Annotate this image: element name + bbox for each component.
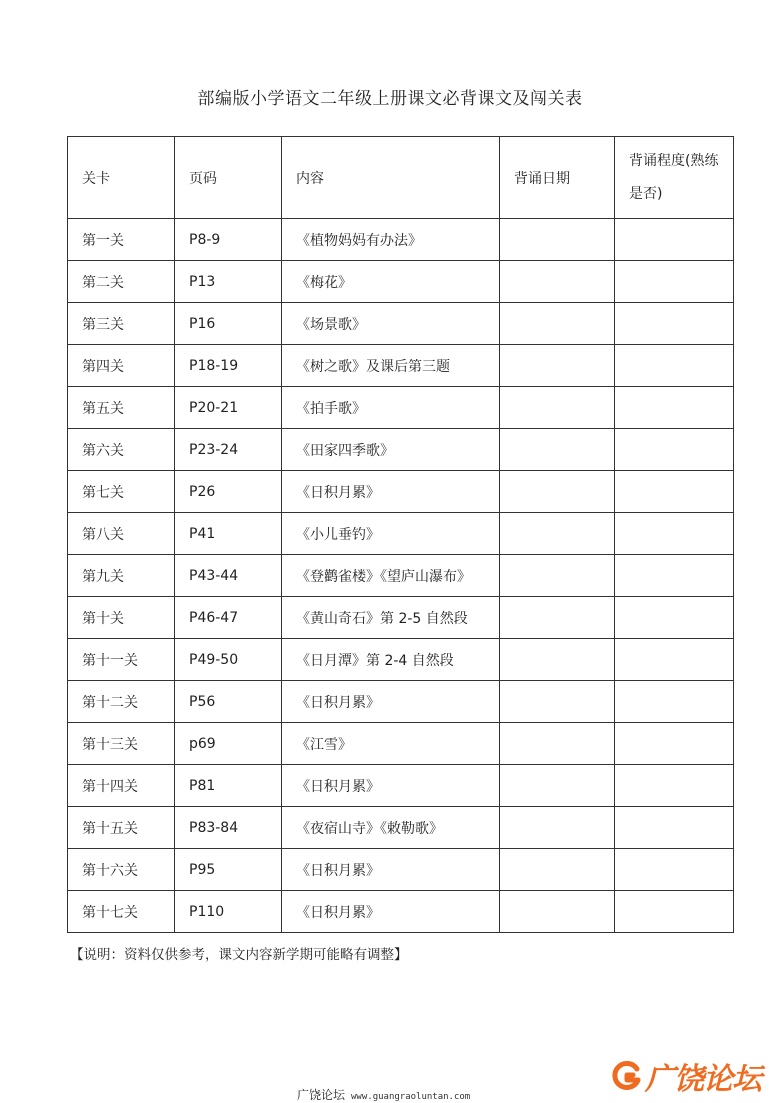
cell-level: 第五关 xyxy=(68,387,175,429)
cell-proficiency[interactable] xyxy=(615,261,734,303)
cell-level: 第八关 xyxy=(68,513,175,555)
cell-content: 《登鹳雀楼》《望庐山瀑布》 xyxy=(282,555,500,597)
cell-date[interactable] xyxy=(500,807,615,849)
cell-content: 《日月潭》第 2-4 自然段 xyxy=(282,639,500,681)
cell-page: P41 xyxy=(175,513,282,555)
table-row xyxy=(68,219,734,261)
table-row xyxy=(68,681,734,723)
cell-level: 第九关 xyxy=(68,555,175,597)
cell-date[interactable] xyxy=(500,765,615,807)
cell-level: 第十二关 xyxy=(68,681,175,723)
cell-proficiency[interactable] xyxy=(615,429,734,471)
cell-level: 第十四关 xyxy=(68,765,175,807)
cell-page: P56 xyxy=(175,681,282,723)
cell-proficiency[interactable] xyxy=(615,723,734,765)
cell-content: 《小儿垂钓》 xyxy=(282,513,500,555)
cell-proficiency[interactable] xyxy=(615,891,734,933)
note-text: 【说明：资料仅供参考，课文内容新学期可能略有调整】 xyxy=(70,947,408,963)
cell-content: 《日积月累》 xyxy=(282,891,500,933)
table-row xyxy=(68,765,734,807)
cell-date[interactable] xyxy=(500,723,615,765)
cell-date[interactable] xyxy=(500,513,615,555)
table-row xyxy=(68,429,734,471)
cell-level: 第十六关 xyxy=(68,849,175,891)
cell-page: P18-19 xyxy=(175,345,282,387)
cell-proficiency[interactable] xyxy=(615,471,734,513)
table-row xyxy=(68,555,734,597)
cell-content: 《日积月累》 xyxy=(282,681,500,723)
cell-content: 《夜宿山寺》《敕勒歌》 xyxy=(282,807,500,849)
cell-date[interactable] xyxy=(500,849,615,891)
cell-date[interactable] xyxy=(500,387,615,429)
cell-level: 第一关 xyxy=(68,219,175,261)
recitation-table xyxy=(67,136,734,933)
cell-content: 《黄山奇石》第 2-5 自然段 xyxy=(282,597,500,639)
cell-proficiency[interactable] xyxy=(615,387,734,429)
footer-url[interactable]: www.guangraoluntan.com xyxy=(351,1092,471,1102)
cell-page: P110 xyxy=(175,891,282,933)
logo-text: 广饶论坛 xyxy=(645,1062,761,1097)
table-row xyxy=(68,807,734,849)
footer xyxy=(297,1086,470,1103)
cell-content: 《日积月累》 xyxy=(282,765,500,807)
cell-level: 第四关 xyxy=(68,345,175,387)
cell-date[interactable] xyxy=(500,471,615,513)
page-title: 部编版小学语文二年级上册课文必背课文及闯关表 xyxy=(197,89,583,109)
cell-proficiency[interactable] xyxy=(615,597,734,639)
cell-level: 第二关 xyxy=(68,261,175,303)
cell-page: P20-21 xyxy=(175,387,282,429)
cell-content: 《树之歌》及课后第三题 xyxy=(282,345,500,387)
table-body xyxy=(68,219,734,933)
cell-level: 第十关 xyxy=(68,597,175,639)
cell-page: P46-47 xyxy=(175,597,282,639)
site-logo xyxy=(611,1057,761,1095)
cell-level: 第七关 xyxy=(68,471,175,513)
cell-proficiency[interactable] xyxy=(615,555,734,597)
cell-proficiency[interactable] xyxy=(615,345,734,387)
cell-proficiency[interactable] xyxy=(615,681,734,723)
cell-page: P8-9 xyxy=(175,219,282,261)
table-row xyxy=(68,303,734,345)
cell-date[interactable] xyxy=(500,345,615,387)
cell-date[interactable] xyxy=(500,303,615,345)
cell-date[interactable] xyxy=(500,219,615,261)
header-page: 页码 xyxy=(175,137,282,219)
cell-proficiency[interactable] xyxy=(615,639,734,681)
cell-level: 第三关 xyxy=(68,303,175,345)
table-row xyxy=(68,891,734,933)
cell-level: 第十五关 xyxy=(68,807,175,849)
cell-level: 第十三关 xyxy=(68,723,175,765)
cell-content: 《田家四季歌》 xyxy=(282,429,500,471)
cell-page: P23-24 xyxy=(175,429,282,471)
table-row xyxy=(68,849,734,891)
cell-content: 《江雪》 xyxy=(282,723,500,765)
cell-date[interactable] xyxy=(500,681,615,723)
cell-page: P83-84 xyxy=(175,807,282,849)
cell-date[interactable] xyxy=(500,597,615,639)
table-row xyxy=(68,639,734,681)
table-header-row xyxy=(68,137,734,219)
cell-proficiency[interactable] xyxy=(615,219,734,261)
cell-content: 《梅花》 xyxy=(282,261,500,303)
cell-proficiency[interactable] xyxy=(615,513,734,555)
cell-level: 第十七关 xyxy=(68,891,175,933)
cell-page: P95 xyxy=(175,849,282,891)
table-row xyxy=(68,387,734,429)
cell-content: 《场景歌》 xyxy=(282,303,500,345)
cell-page: P81 xyxy=(175,765,282,807)
header-content: 内容 xyxy=(282,137,500,219)
table-row xyxy=(68,471,734,513)
cell-proficiency[interactable] xyxy=(615,807,734,849)
cell-proficiency[interactable] xyxy=(615,765,734,807)
table-row xyxy=(68,513,734,555)
cell-page: P13 xyxy=(175,261,282,303)
footer-site-name: 广饶论坛 xyxy=(297,1088,346,1102)
cell-content: 《植物妈妈有办法》 xyxy=(282,219,500,261)
cell-level: 第六关 xyxy=(68,429,175,471)
cell-page: P49-50 xyxy=(175,639,282,681)
cell-proficiency[interactable] xyxy=(615,849,734,891)
cell-page: P43-44 xyxy=(175,555,282,597)
cell-page: P26 xyxy=(175,471,282,513)
cell-proficiency[interactable] xyxy=(615,303,734,345)
cell-level: 第十一关 xyxy=(68,639,175,681)
cell-date[interactable] xyxy=(500,429,615,471)
header-level: 关卡 xyxy=(68,137,175,219)
table-row xyxy=(68,345,734,387)
table-row xyxy=(68,723,734,765)
cell-date[interactable] xyxy=(500,891,615,933)
cell-page: P16 xyxy=(175,303,282,345)
cell-content: 《日积月累》 xyxy=(282,471,500,513)
table-row xyxy=(68,261,734,303)
cell-content: 《日积月累》 xyxy=(282,849,500,891)
table-row xyxy=(68,597,734,639)
cell-date[interactable] xyxy=(500,555,615,597)
cell-page: p69 xyxy=(175,723,282,765)
header-date: 背诵日期 xyxy=(500,137,615,219)
logo-g-icon xyxy=(611,1060,643,1092)
cell-date[interactable] xyxy=(500,639,615,681)
cell-content: 《拍手歌》 xyxy=(282,387,500,429)
cell-date[interactable] xyxy=(500,261,615,303)
header-proficiency: 背诵程度(熟练是否) xyxy=(615,137,734,219)
